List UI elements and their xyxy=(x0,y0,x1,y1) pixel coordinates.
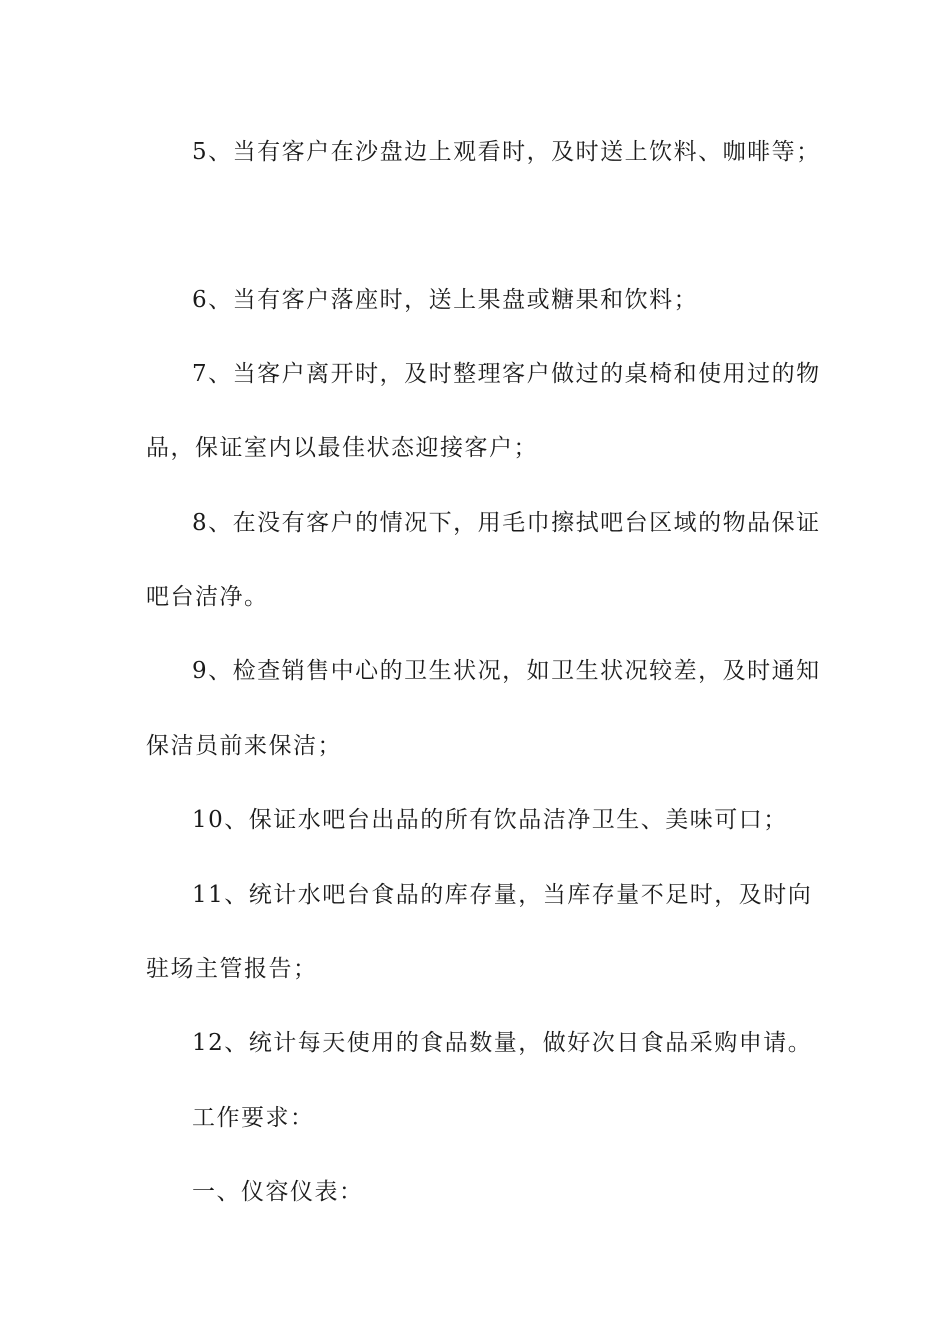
paragraph-item-5: 5、当有客户在沙盘边上观看时，及时送上饮料、咖啡等； xyxy=(192,139,821,165)
paragraph-item-12: 12、统计每天使用的食品数量，做好次日食品采购申请。 xyxy=(192,1030,813,1056)
paragraph-item-11-continued: 驻场主管报告； xyxy=(146,956,318,982)
section-heading-work-requirements: 工作要求： xyxy=(192,1105,315,1131)
paragraph-item-9: 9、检查销售中心的卫生状况，如卫生状况较差，及时通知 xyxy=(192,658,821,684)
paragraph-item-9-continued: 保洁员前来保洁； xyxy=(146,733,342,759)
paragraph-item-7-continued: 品，保证室内以最佳状态迎接客户； xyxy=(146,435,538,461)
paragraph-item-8-continued: 吧台洁净。 xyxy=(146,584,269,610)
section-heading-appearance: 一、仪容仪表： xyxy=(192,1179,364,1205)
paragraph-item-6: 6、当有客户落座时，送上果盘或糖果和饮料； xyxy=(192,287,699,313)
paragraph-item-7: 7、当客户离开时，及时整理客户做过的桌椅和使用过的物 xyxy=(192,361,821,387)
paragraph-item-11: 11、统计水吧台食品的库存量，当库存量不足时，及时向 xyxy=(192,882,813,908)
paragraph-item-10: 10、保证水吧台出品的所有饮品洁净卫生、美味可口； xyxy=(192,807,788,833)
paragraph-item-8: 8、在没有客户的情况下，用毛巾擦拭吧台区域的物品保证 xyxy=(192,510,821,536)
